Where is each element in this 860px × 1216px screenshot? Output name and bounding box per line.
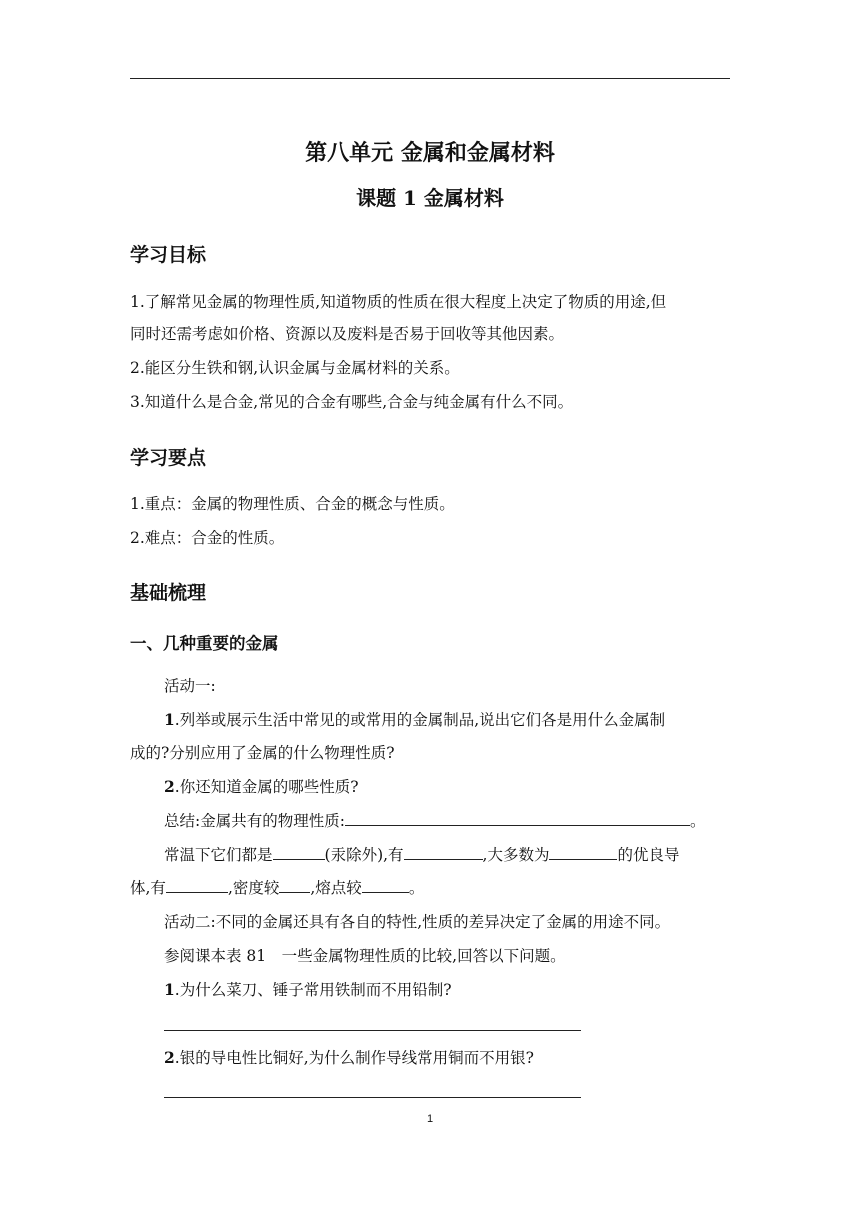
keypoint-1: 1.重点：金属的物理性质、合金的概念与性质。 [130,495,455,513]
summary-line [164,811,705,831]
lesson-title: 课题 1 金属材料 [356,186,504,210]
header-rule [130,78,730,79]
unit-title: 第八单元 金属和金属材料 [305,140,555,166]
keypoint-2: 2.难点：合金的性质。 [130,529,285,547]
summary-end: 。 [689,812,706,830]
question-3 [164,980,452,1000]
question-3-text: .为什么菜刀、锤子常用铁制而不用铅制? [174,981,452,999]
blank-ductility[interactable] [166,878,228,893]
summary-blank[interactable] [345,811,690,826]
blank-melting-point[interactable] [362,878,409,893]
fill-text-f: ,密度较 [227,879,280,897]
fill-line-1 [164,845,680,865]
objectives-heading: 学习目标 [130,244,207,266]
basics-heading: 基础梳理 [130,582,207,604]
fill-text-a: 常温下它们都是 [164,846,273,864]
objective-3: 3.知道什么是合金,常见的合金有哪些,合金与纯金属有什么不同。 [130,393,574,411]
page-number: 1 [426,1113,434,1125]
answer-line-1[interactable] [164,1030,581,1031]
activity-2: 活动二:不同的金属还具有各自的特性,性质的差异决定了金属的用途不同。 [164,913,671,931]
blank-conductor[interactable] [549,845,617,860]
question-1-number: 1 [164,710,175,729]
question-4 [164,1048,534,1068]
fill-text-d: 的优良导 [617,846,680,864]
fill-text-h: 。 [408,879,425,897]
reference-note: 参阅课本表 81 一些金属物理性质的比较,回答以下问题。 [164,947,566,965]
blank-density[interactable] [279,878,310,893]
question-4-text: .银的导电性比铜好,为什么制作导线常用铜而不用银? [174,1049,534,1067]
question-3-number: 1 [164,980,175,999]
summary-label: 总结:金属共有的物理性质: [164,812,345,830]
question-2-number: 2 [164,777,175,796]
answer-line-2[interactable] [164,1097,581,1098]
objective-2: 2.能区分生铁和钢,认识金属与金属材料的关系。 [130,359,460,377]
question-1-text: .列举或展示生活中常见的或常用的金属制品,说出它们各是用什么金属制 [174,711,666,729]
question-2-text: .你还知道金属的哪些性质? [174,778,359,796]
objective-1-line2: 同时还需考虑如价格、资源以及废料是否易于回收等其他因素。 [130,325,565,343]
activity-1-label: 活动一: [164,677,216,695]
question-4-number: 2 [164,1048,175,1067]
fill-text-c: ,大多数为 [482,846,550,864]
fill-text-e: 体,有 [130,879,166,897]
question-2 [164,777,359,797]
blank-luster[interactable] [404,845,483,860]
question-1-line1 [164,710,665,730]
fill-text-g: ,熔点较 [310,879,362,897]
fill-text-b: (汞除外),有 [324,846,404,864]
blank-state[interactable] [273,845,325,860]
question-1-line2: 成的?分别应用了金属的什么物理性质? [130,744,395,762]
fill-line-2 [130,878,424,898]
objective-1-line1: 1.了解常见金属的物理性质,知道物质的性质在很大程度上决定了物质的用途,但 [130,293,667,311]
section-1-title: 一、几种重要的金属 [130,634,279,653]
keypoints-heading: 学习要点 [130,447,207,469]
